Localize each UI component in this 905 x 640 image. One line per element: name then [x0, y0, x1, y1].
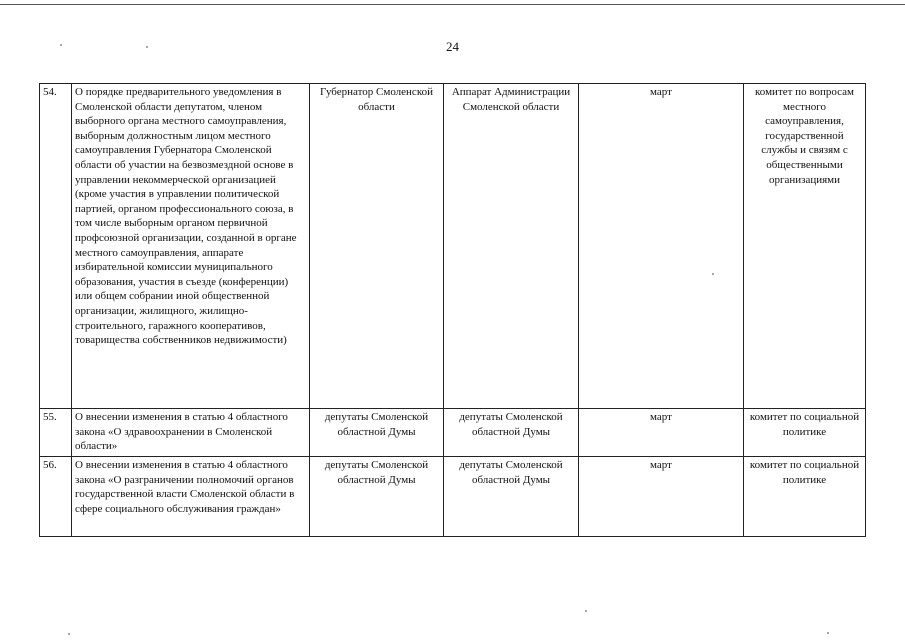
- page-number: 24: [446, 39, 459, 54]
- bill-initiator: Губернатор Смоленской области: [310, 84, 444, 409]
- scan-speck: [146, 46, 148, 48]
- bill-developer: Аппарат Администрации Смоленской области: [444, 84, 579, 409]
- bill-term: март: [579, 457, 744, 537]
- scan-speck: [712, 273, 714, 275]
- row-number: 55.: [40, 409, 72, 457]
- scan-speck: [585, 610, 587, 612]
- lawmaking-plan-table: [39, 83, 866, 537]
- responsible-committee: комитет по социальной политике: [744, 457, 866, 537]
- bill-initiator: депутаты Смоленской областной Думы: [310, 409, 444, 457]
- bill-developer: депутаты Смоленской областной Думы: [444, 409, 579, 457]
- bill-term: март: [579, 84, 744, 409]
- scan-speck: [60, 44, 62, 46]
- scan-speck: [68, 633, 70, 635]
- row-number: 56.: [40, 457, 72, 537]
- page-top-border: [0, 4, 905, 5]
- bill-initiator: депутаты Смоленской областной Думы: [310, 457, 444, 537]
- bill-title: О внесении изменения в статью 4 областного закона «О здравоохранении в Смоленской области»: [72, 409, 310, 457]
- bill-developer: депутаты Смоленской областной Думы: [444, 457, 579, 537]
- bill-title: О внесении изменения в статью 4 областного закона «О разграничении полномочий органов государственной власти Смоленской области в сфере социального обслуживания граждан»: [72, 457, 310, 537]
- responsible-committee: комитет по вопросам местного самоуправления, государственной службы и связям с общественными организациями: [744, 84, 866, 409]
- bill-term: март: [579, 409, 744, 457]
- table-row: [40, 457, 866, 537]
- table-row: [40, 409, 866, 457]
- row-number: 54.: [40, 84, 72, 409]
- table-row: [40, 84, 866, 409]
- bill-title: О порядке предварительного уведомления в Смоленской области депутатом, членом выборного органа местного самоуправления, выборным должностным лицом местного самоуправления Губернатора Смоленской области об участии на безвозмездной основе в управлении некоммерческой организацией (кроме участия в управлении политической партией, органом профессионального союза, в том числе выборным органом первичной профсоюзной организации, созданной в органе местного самоуправления, аппарате избирательной комиссии муниципального образования, участия в съезде (конференции) или общем собрании иной общественной организации, жилищного, жилищно-строительного, гаражного кооперативов, товарищества собственников недвижимости): [72, 84, 310, 409]
- responsible-committee: комитет по социальной политике: [744, 409, 866, 457]
- scan-speck: [827, 632, 829, 634]
